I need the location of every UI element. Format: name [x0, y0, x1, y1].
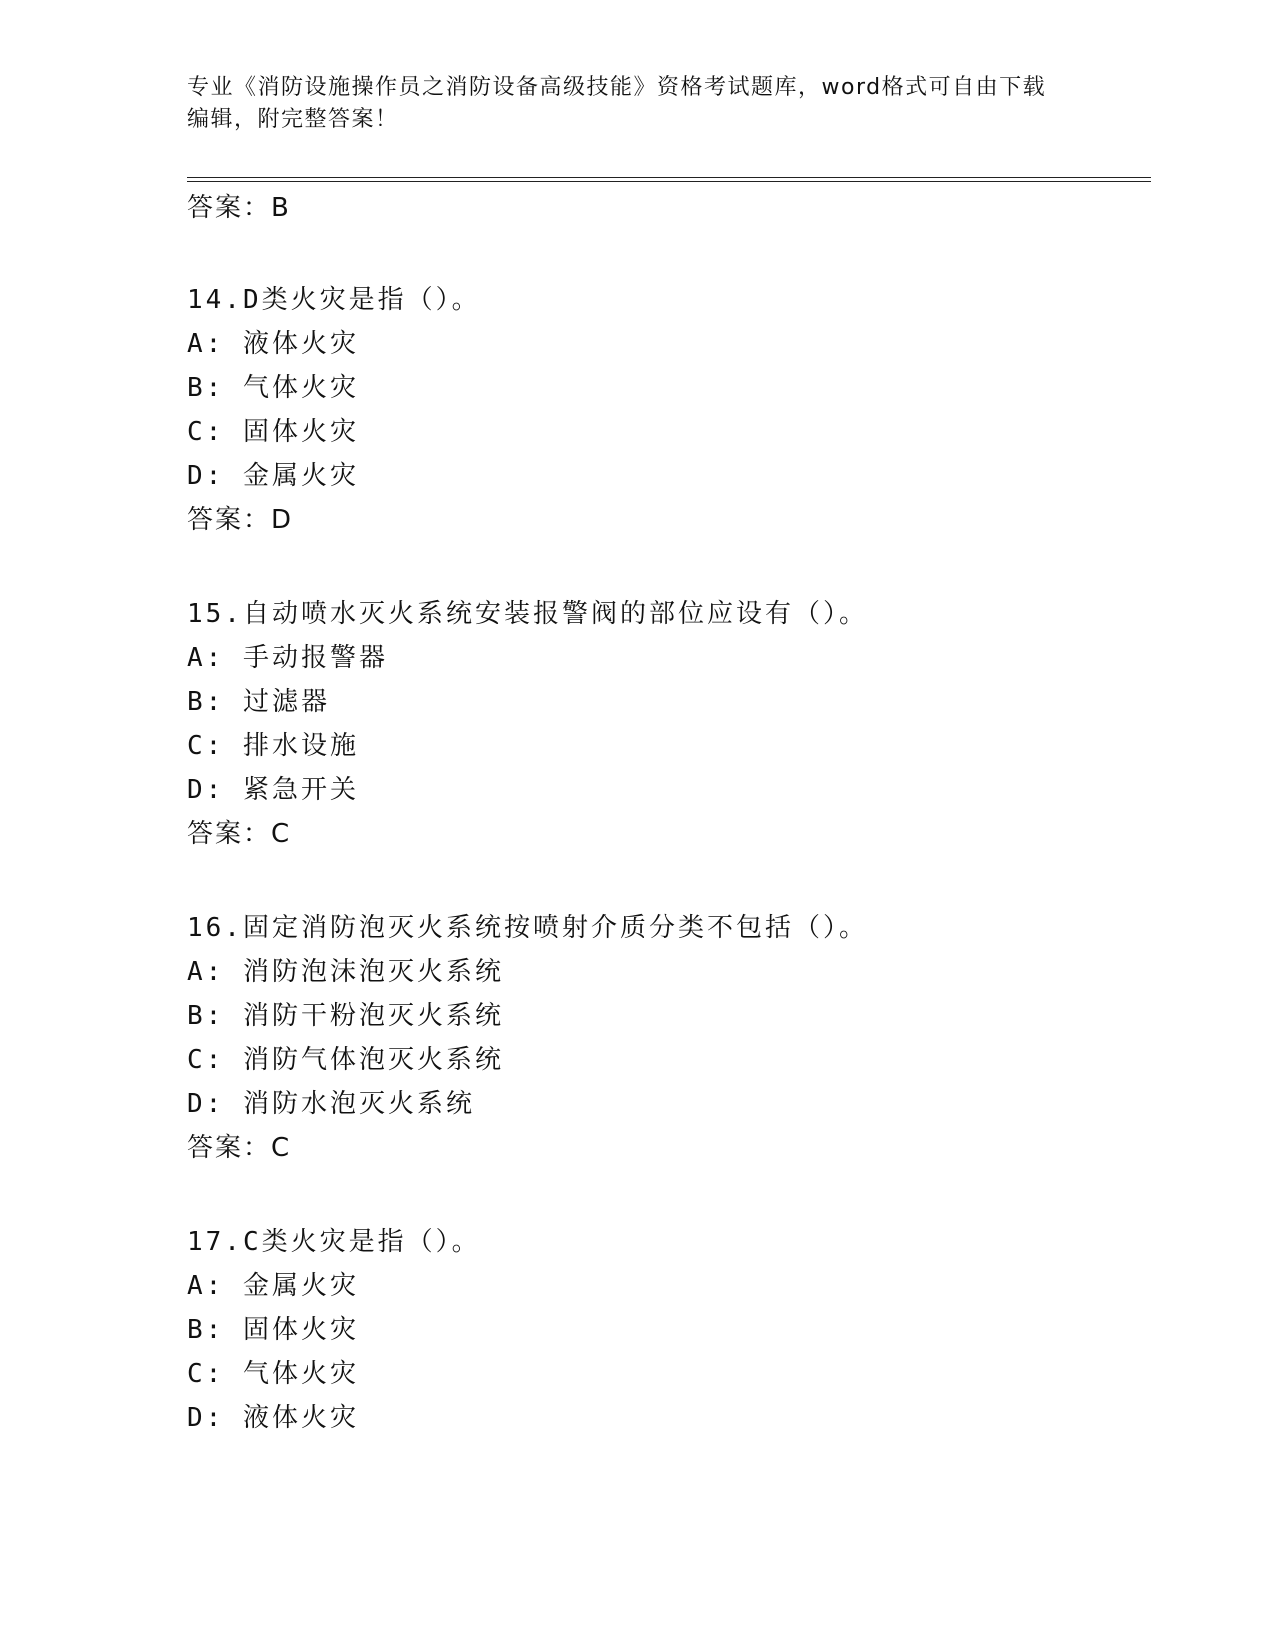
question-14-option-c: C: 固体火灾: [187, 417, 359, 447]
question-15-option-d: D: 紧急开关: [187, 775, 359, 805]
question-15-option-a: A: 手动报警器: [187, 643, 388, 673]
question-14-stem: 14.D类火灾是指（）。: [187, 285, 481, 315]
question-16-stem: 16.固定消防泡灭火系统按喷射介质分类不包括（）。: [187, 913, 868, 943]
question-16-option-c: C: 消防气体泡灭火系统: [187, 1045, 504, 1075]
question-14-option-b: B: 气体火灾: [187, 373, 359, 403]
question-16-option-a: A: 消防泡沫泡灭火系统: [187, 957, 504, 987]
question-17-option-a: A: 金属火灾: [187, 1271, 359, 1301]
question-15-option-b: B: 过滤器: [187, 687, 330, 717]
prev-answer: 答案：B: [187, 193, 291, 223]
question-15-option-c: C: 排水设施: [187, 731, 359, 761]
question-14-option-a: A: 液体火灾: [187, 329, 359, 359]
question-16-option-d: D: 消防水泡灭火系统: [187, 1089, 475, 1119]
question-15-stem: 15.自动喷水灭火系统安装报警阀的部位应设有（）。: [187, 599, 868, 629]
question-16-option-b: B: 消防干粉泡灭火系统: [187, 1001, 504, 1031]
question-14-option-d: D: 金属火灾: [187, 461, 359, 491]
document-header: 专业《消防设施操作员之消防设备高级技能》资格考试题库，word格式可自由下载编辑，附完整答案！: [187, 75, 1047, 132]
header-divider-bottom: [187, 181, 1151, 182]
question-17-option-c: C: 气体火灾: [187, 1359, 359, 1389]
question-17-option-d: D: 液体火灾: [187, 1403, 359, 1433]
header-divider-top: [187, 177, 1151, 178]
question-16-answer: 答案：C: [187, 1133, 292, 1163]
question-17-stem: 17.C类火灾是指（）。: [187, 1227, 481, 1257]
question-14-answer: 答案：D: [187, 505, 294, 535]
question-17-option-b: B: 固体火灾: [187, 1315, 359, 1345]
question-15-answer: 答案：C: [187, 819, 292, 849]
